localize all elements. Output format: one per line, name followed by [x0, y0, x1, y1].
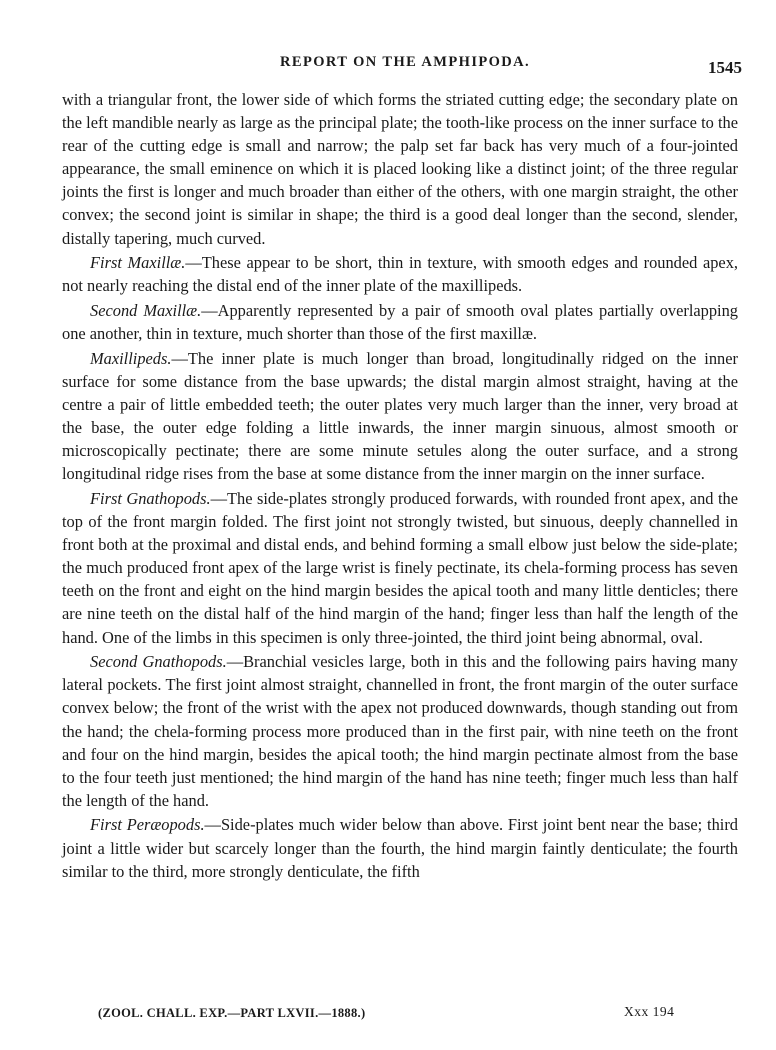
paragraph-text: —Branchial vesicles large, both in this and the following pairs having many lateral pockets. The first joint almost straight, channelled in front, the front margin of the outer surface convex below; the front of the wrist with the apex not produced downwards, though standing out from the hand; the chela-forming process more produced than in the first pair, with nine teeth on the front and four on the hind margin, besides the apical tooth; the hind margin pectinate almost from the base to the four teeth just mentioned; the hind margin of the hand has nine teeth; finger much less than half the length of the hand.: [62, 652, 738, 810]
section-heading: Second Maxillæ.: [90, 301, 202, 321]
paragraph-second-gnathopods: [62, 650, 738, 812]
page-number: 1545: [708, 58, 742, 77]
paragraph-text: —The side-plates strongly produced forwards, with rounded front apex, and the top of the front margin folded. The first joint not strongly twisted, but sinuous, deeply channelled in front both at the proximal and distal ends, and behind forming a small elbow just below the side-plate; the much produced front apex of the large wrist is finely pectinate, its chela-forming process has seven teeth on the front and eight on the hind margin besides the apical tooth and many little denticles; there are nine teeth on the distal half of the hind margin of the hand; finger less than half the length of the hand. One of the limbs in this specimen is only three-jointed, the third joint being abnormal, oval.: [62, 488, 738, 647]
paragraph-mandible-continued: [62, 88, 738, 250]
paragraph-first-peraeopods: [62, 813, 738, 882]
section-heading: Second Gnathopods.: [90, 652, 227, 672]
paragraph-first-gnathopods: [62, 487, 738, 649]
section-heading: Maxillipeds.: [90, 348, 172, 368]
signature-mark: Xxx 194: [624, 1004, 675, 1019]
running-title: REPORT ON THE AMPHIPODA.: [280, 54, 531, 70]
paragraph-text: —Side-plates much wider below than above. First joint bent near the base; third joint a little wider but scarcely longer than the fourth, the hind margin faintly denticulate; the fourth similar to the third, more strongly denticulate, the fifth: [62, 815, 738, 881]
footer-citation: (ZOOL. CHALL. EXP.—PART LXVII.—1888.): [98, 1006, 366, 1020]
paragraph-first-maxillae: [62, 251, 738, 297]
section-heading: First Peræopods.: [90, 815, 205, 835]
section-heading: First Gnathopods.: [90, 488, 211, 508]
paragraph-second-maxillae: [62, 299, 738, 345]
paragraph-maxillipeds: [62, 347, 738, 486]
page-header: [0, 54, 776, 78]
paragraph-text: —These appear to be short, thin in texture, with smooth edges and rounded apex, not nearly reaching the distal end of the inner plate of the maxillipeds.: [62, 253, 738, 296]
page-footer: [0, 1006, 776, 1026]
paragraph-text: with a triangular front, the lower side of which forms the striated cutting edge; the secondary plate on the left mandible nearly as large as the principal plate; the tooth-like process on the inner surface to the rear of the cutting edge is small and narrow; the palp set far back has very much of a four-jointed appearance, the small eminence on which it is placed looking like a distinct joint; of the three regular joints the first is longer and much broader than either of the others, with one margin straight, the other convex; the second joint is similar in shape; the third is a good deal longer than the second, slender, distally tapering, much curved.: [62, 90, 738, 248]
section-heading: First Maxillæ.: [90, 253, 186, 273]
body-text: [62, 88, 738, 884]
paragraph-text: —The inner plate is much longer than broad, longitudinally ridged on the inner surface for some distance from the base upwards; the distal margin almost straight, having at the centre a pair of little embedded teeth; the outer plates very much larger than the inner, very broad at the base, the outer edge folding a little inwards, the inner margin sinuous, almost smooth or microscopically pectinate; there are some minute setules along the outer surface, and a strong longitudinal ridge rises from the base at some distance from the inner margin on the inner surface.: [62, 348, 738, 484]
paragraph-text: —Apparently represented by a pair of smooth oval plates partially overlapping one another, thin in texture, much shorter than those of the first maxillæ.: [62, 301, 738, 344]
